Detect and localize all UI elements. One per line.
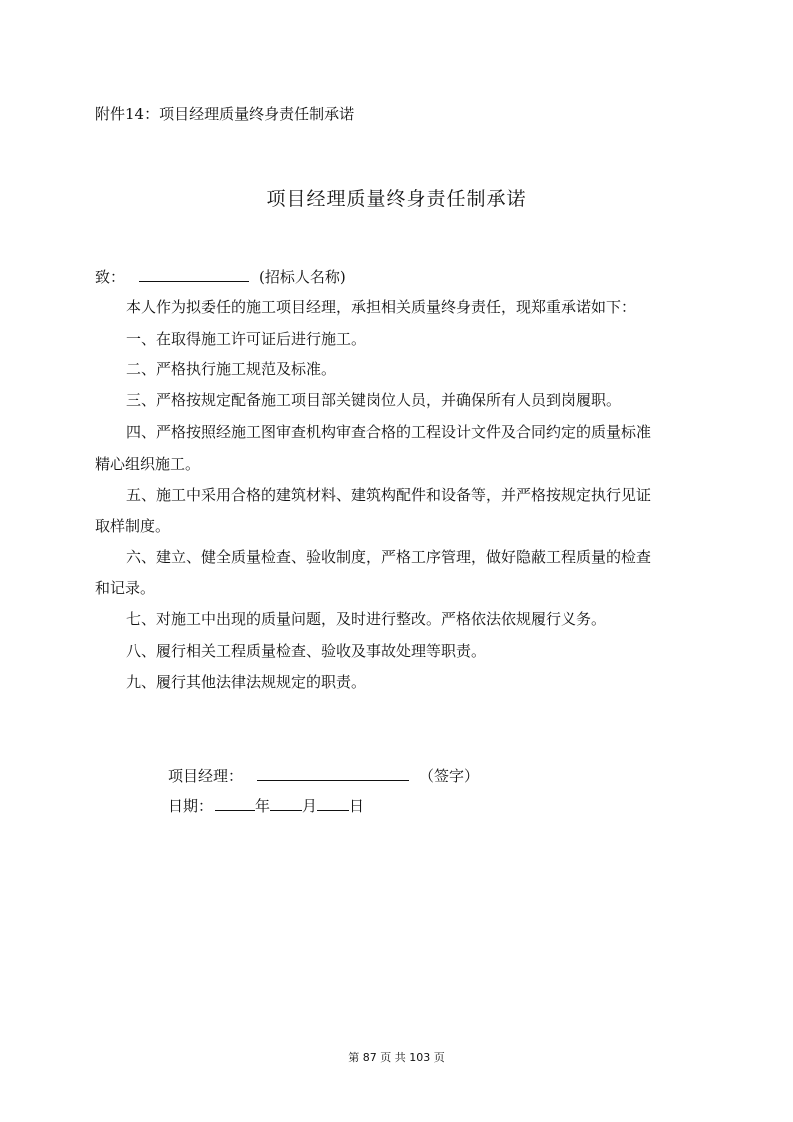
commitment-item-4: 四、严格按照经施工图审查机构审查合格的工程设计文件及合同约定的质量标准 xyxy=(126,423,652,441)
day-blank xyxy=(317,794,349,811)
month-blank xyxy=(270,794,302,811)
year-blank xyxy=(215,794,255,811)
manager-signature-row xyxy=(168,764,479,786)
sign-note: （签字） xyxy=(419,767,480,785)
page-footer: 第 87 页 共 103 页 xyxy=(348,1051,445,1064)
addressee-blank xyxy=(139,265,249,282)
attachment-label: 附件14：项目经理质量终身责任制承诺 xyxy=(95,105,355,123)
commitment-item-9: 九、履行其他法律法规规定的职责。 xyxy=(126,673,367,691)
document-title: 项目经理质量终身责任制承诺 xyxy=(266,188,527,210)
date-row xyxy=(168,794,364,816)
intro-paragraph: 本人作为拟委任的施工项目经理，承担相关质量终身责任，现郑重承诺如下： xyxy=(126,298,637,316)
commitment-item-6: 六、建立、健全质量检查、验收制度，严格工序管理，做好隐蔽工程质量的检查 xyxy=(126,548,652,566)
month-label: 月 xyxy=(302,797,318,815)
commitment-item-5: 五、施工中采用合格的建筑材料、建筑构配件和设备等，并严格按规定执行见证 xyxy=(126,486,652,504)
commitment-item-4-cont: 精心组织施工。 xyxy=(95,455,201,473)
year-label: 年 xyxy=(255,797,271,815)
addressee-suffix: (招标人名称) xyxy=(259,268,346,286)
commitment-item-5-cont: 取样制度。 xyxy=(95,517,171,535)
commitment-item-6-cont: 和记录。 xyxy=(95,579,156,597)
addressee-row xyxy=(95,265,346,287)
commitment-item-7: 七、对施工中出现的质量问题，及时进行整改。严格依法依规履行义务。 xyxy=(126,610,607,628)
commitment-item-3: 三、严格按规定配备施工项目部关键岗位人员，并确保所有人员到岗履职。 xyxy=(126,391,622,409)
date-label: 日期： xyxy=(168,797,214,815)
commitment-item-1: 一、在取得施工许可证后进行施工。 xyxy=(126,330,367,348)
commitment-item-8: 八、履行相关工程质量检查、验收及事故处理等职责。 xyxy=(126,642,487,660)
addressee-prefix: 致： xyxy=(95,268,126,286)
day-label: 日 xyxy=(349,797,365,815)
manager-signature-blank xyxy=(257,764,409,781)
manager-label: 项目经理： xyxy=(168,767,244,785)
commitment-item-2: 二、严格执行施工规范及标准。 xyxy=(126,360,337,378)
